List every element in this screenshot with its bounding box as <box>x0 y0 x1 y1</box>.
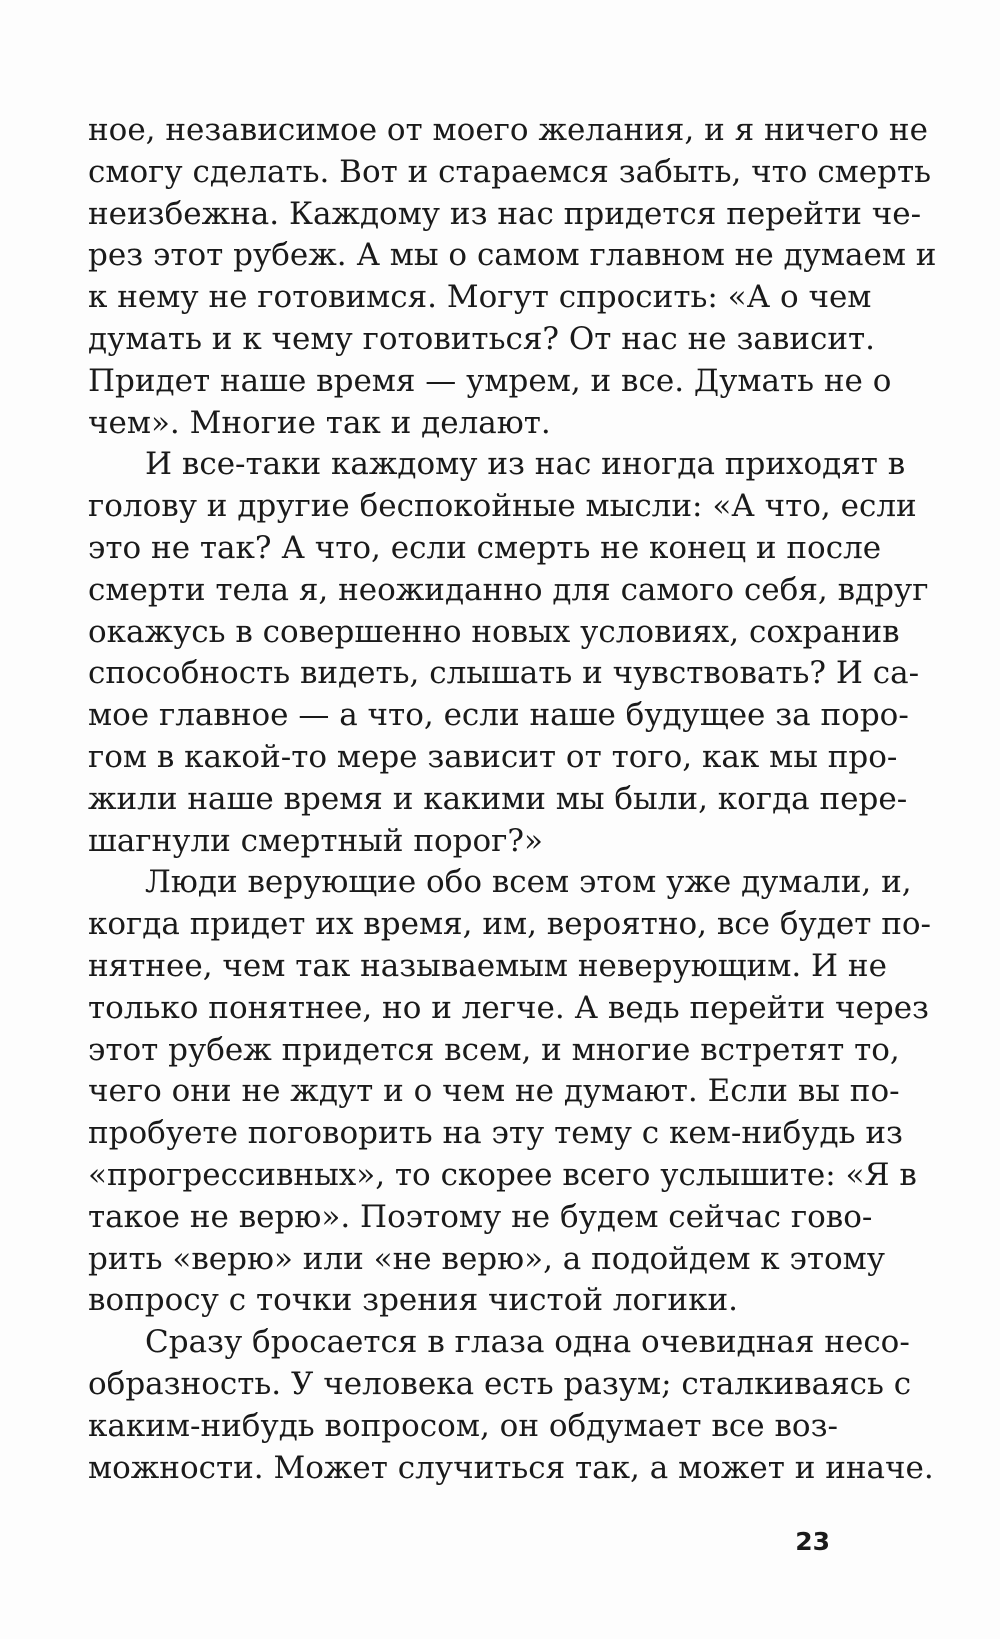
text-line: только понятнее, но и легче. А ведь перейти через <box>88 989 929 1026</box>
text-line: рить «верю» или «не верю», а подойдем к этому <box>88 1240 886 1277</box>
text-line: Люди верующие обо всем этом уже думали, и, <box>145 864 912 901</box>
text-line: окажусь в совершенно новых условиях, сохранив <box>88 613 900 650</box>
text-line: можности. Может случиться так, а может и иначе. <box>88 1449 934 1486</box>
text-line: вопросу с точки зрения чистой логики. <box>88 1282 738 1319</box>
text-line: когда придет их время, им, вероятно, все будет по- <box>88 906 932 943</box>
text-line: Сразу бросается в глаза одна очевидная несо- <box>145 1324 910 1361</box>
text-line: голову и другие беспокойные мысли: «А что, если <box>88 488 917 525</box>
text-line: нятнее, чем так называемым неверующим. И не <box>88 947 887 984</box>
text-line: гом в какой-то мере зависит от того, как мы про- <box>88 738 898 775</box>
text-line: смогу сделать. Вот и стараемся забыть, что смерть <box>88 153 932 190</box>
text-line: каким-нибудь вопросом, он обдумает все воз- <box>88 1407 838 1444</box>
text-line: чего они не ждут и о чем не думают. Если вы по- <box>88 1073 900 1110</box>
text-line: к нему не готовимся. Могут спросить: «А о чем <box>88 279 872 316</box>
text-line: такое не верю». Поэтому не будем сейчас гово- <box>88 1198 873 1235</box>
text-line: жили наше время и какими мы были, когда пере- <box>88 780 908 817</box>
text-line: смерти тела я, неожиданно для самого себя, вдруг <box>88 571 929 608</box>
paragraph-4 <box>88 1322 934 1489</box>
text-line: пробуете поговорить на эту тему с кем-нибудь из <box>88 1115 903 1152</box>
text-line: это не так? А что, если смерть не конец и после <box>88 529 882 566</box>
text-line: шагнули смертный порог?» <box>88 822 543 859</box>
text-line: образность. У человека есть разум; сталкиваясь с <box>88 1365 912 1402</box>
text-line: неизбежна. Каждому из нас придется перейти че- <box>88 195 922 232</box>
paragraph-1 <box>88 110 937 444</box>
text-line: рез этот рубеж. А мы о самом главном не думаем и <box>88 237 937 274</box>
text-line: думать и к чему готовиться? От нас не зависит. <box>88 320 876 357</box>
text-line: мое главное — а что, если наше будущее за поро- <box>88 697 909 734</box>
paragraph-3 <box>88 862 932 1322</box>
text-line: ное, независимое от моего желания, и я ничего не <box>88 112 928 148</box>
text-line: И все-таки каждому из нас иногда приходят в <box>145 446 906 483</box>
text-line: этот рубеж придется всем, и многие встретят то, <box>88 1031 900 1068</box>
text-line: Придет наше время — умрем, и все. Думать не о <box>88 362 892 399</box>
page-number: 23 <box>795 1527 830 1556</box>
text-line: «прогрессивных», то скорее всего услышите: «Я в <box>88 1156 917 1193</box>
paragraph-2 <box>88 444 929 862</box>
body-text <box>88 110 937 1489</box>
text-line: способность видеть, слышать и чувствовать? И са- <box>88 655 920 692</box>
text-line: чем». Многие так и делают. <box>88 404 551 441</box>
